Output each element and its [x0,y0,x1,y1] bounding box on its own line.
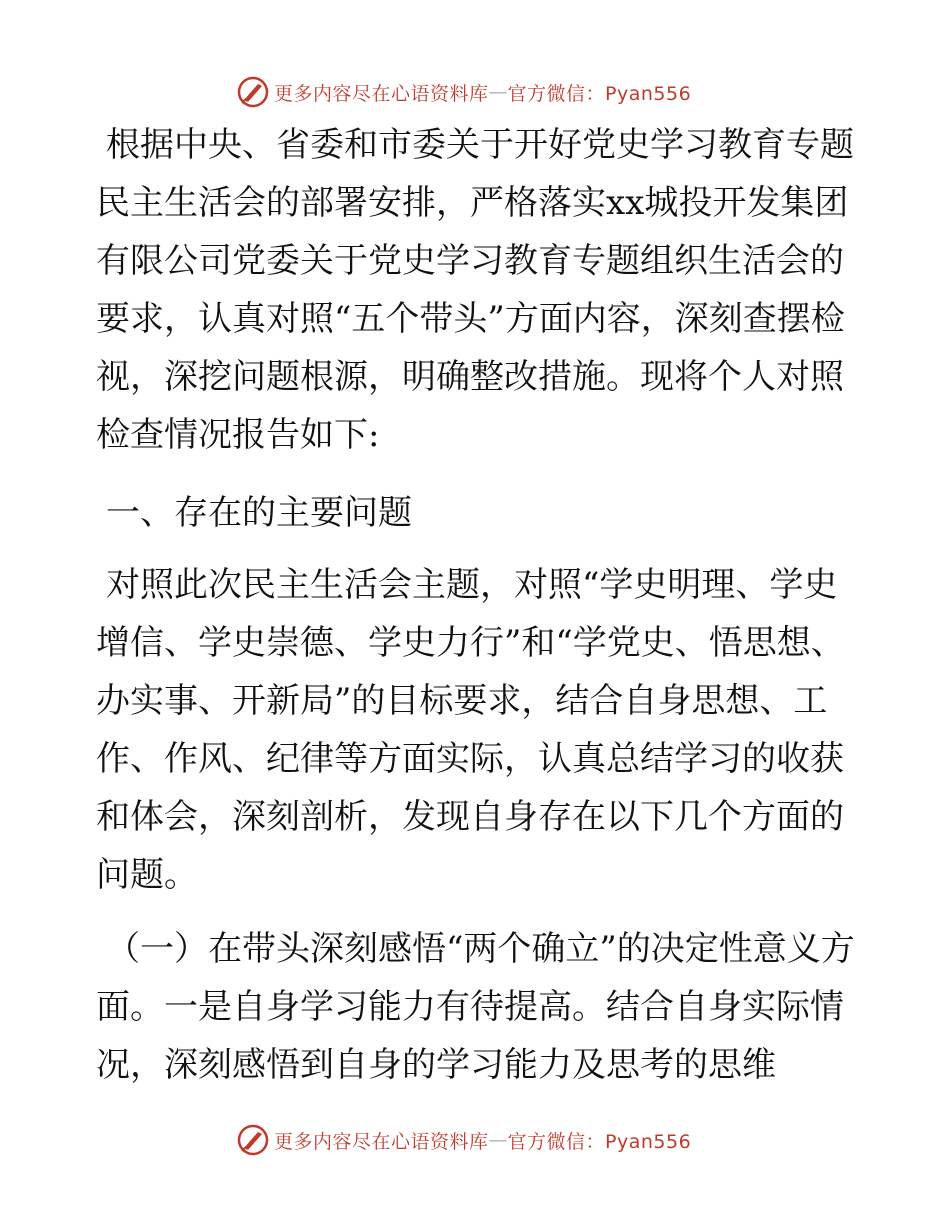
section-heading [96,484,856,542]
intro-paragraph [96,116,856,464]
intro-text: 根据中央、省委和市委关于开好党史学习教育专题民主生活会的部署安排，严格落实xx城投开发集团有限公司党委关于党史学习教育专题组织生活会的要求，认真对照“五个带头”方面内容，深刻查摆检视，深挖问题根源，明确整改措施。现将个人对照检查情况报告如下: [96,125,854,455]
header-banner [236,72,691,112]
banner-contact: 官方微信：Pyan556 [507,82,692,105]
banner-title: 更多内容尽在心语资料库 [274,1130,489,1153]
subsection-paragraph-text: （一）在带头深刻感悟“两个确立”的决定性意义方面。一是自身学习能力有待提高。结合自身实际情况，深刻感悟到自身的学习能力及思考的思维 [96,929,855,1085]
subsection-paragraph [96,920,856,1094]
section-heading-text: 一、存在的主要问题 [106,493,412,533]
banner-title: 更多内容尽在心语资料库 [274,82,489,105]
footer-banner [236,1120,691,1160]
section-paragraph [96,556,856,904]
quill-circle-icon [236,75,270,109]
banner-dash: — [488,1129,508,1151]
banner-dash: — [488,81,508,103]
banner-contact: 官方微信：Pyan556 [507,1130,692,1153]
section-paragraph-text: 对照此次民主生活会主题，对照“学史明理、学史增信、学史崇德、学史力行”和“学党史、悟思想、办实事、开新局”的目标要求，结合自身思想、工作、作风、纪律等方面实际，认真总结学习的收获和体会，深刻剖析，发现自身存在以下几个方面的问题。 [96,565,845,895]
quill-circle-icon [236,1123,270,1157]
